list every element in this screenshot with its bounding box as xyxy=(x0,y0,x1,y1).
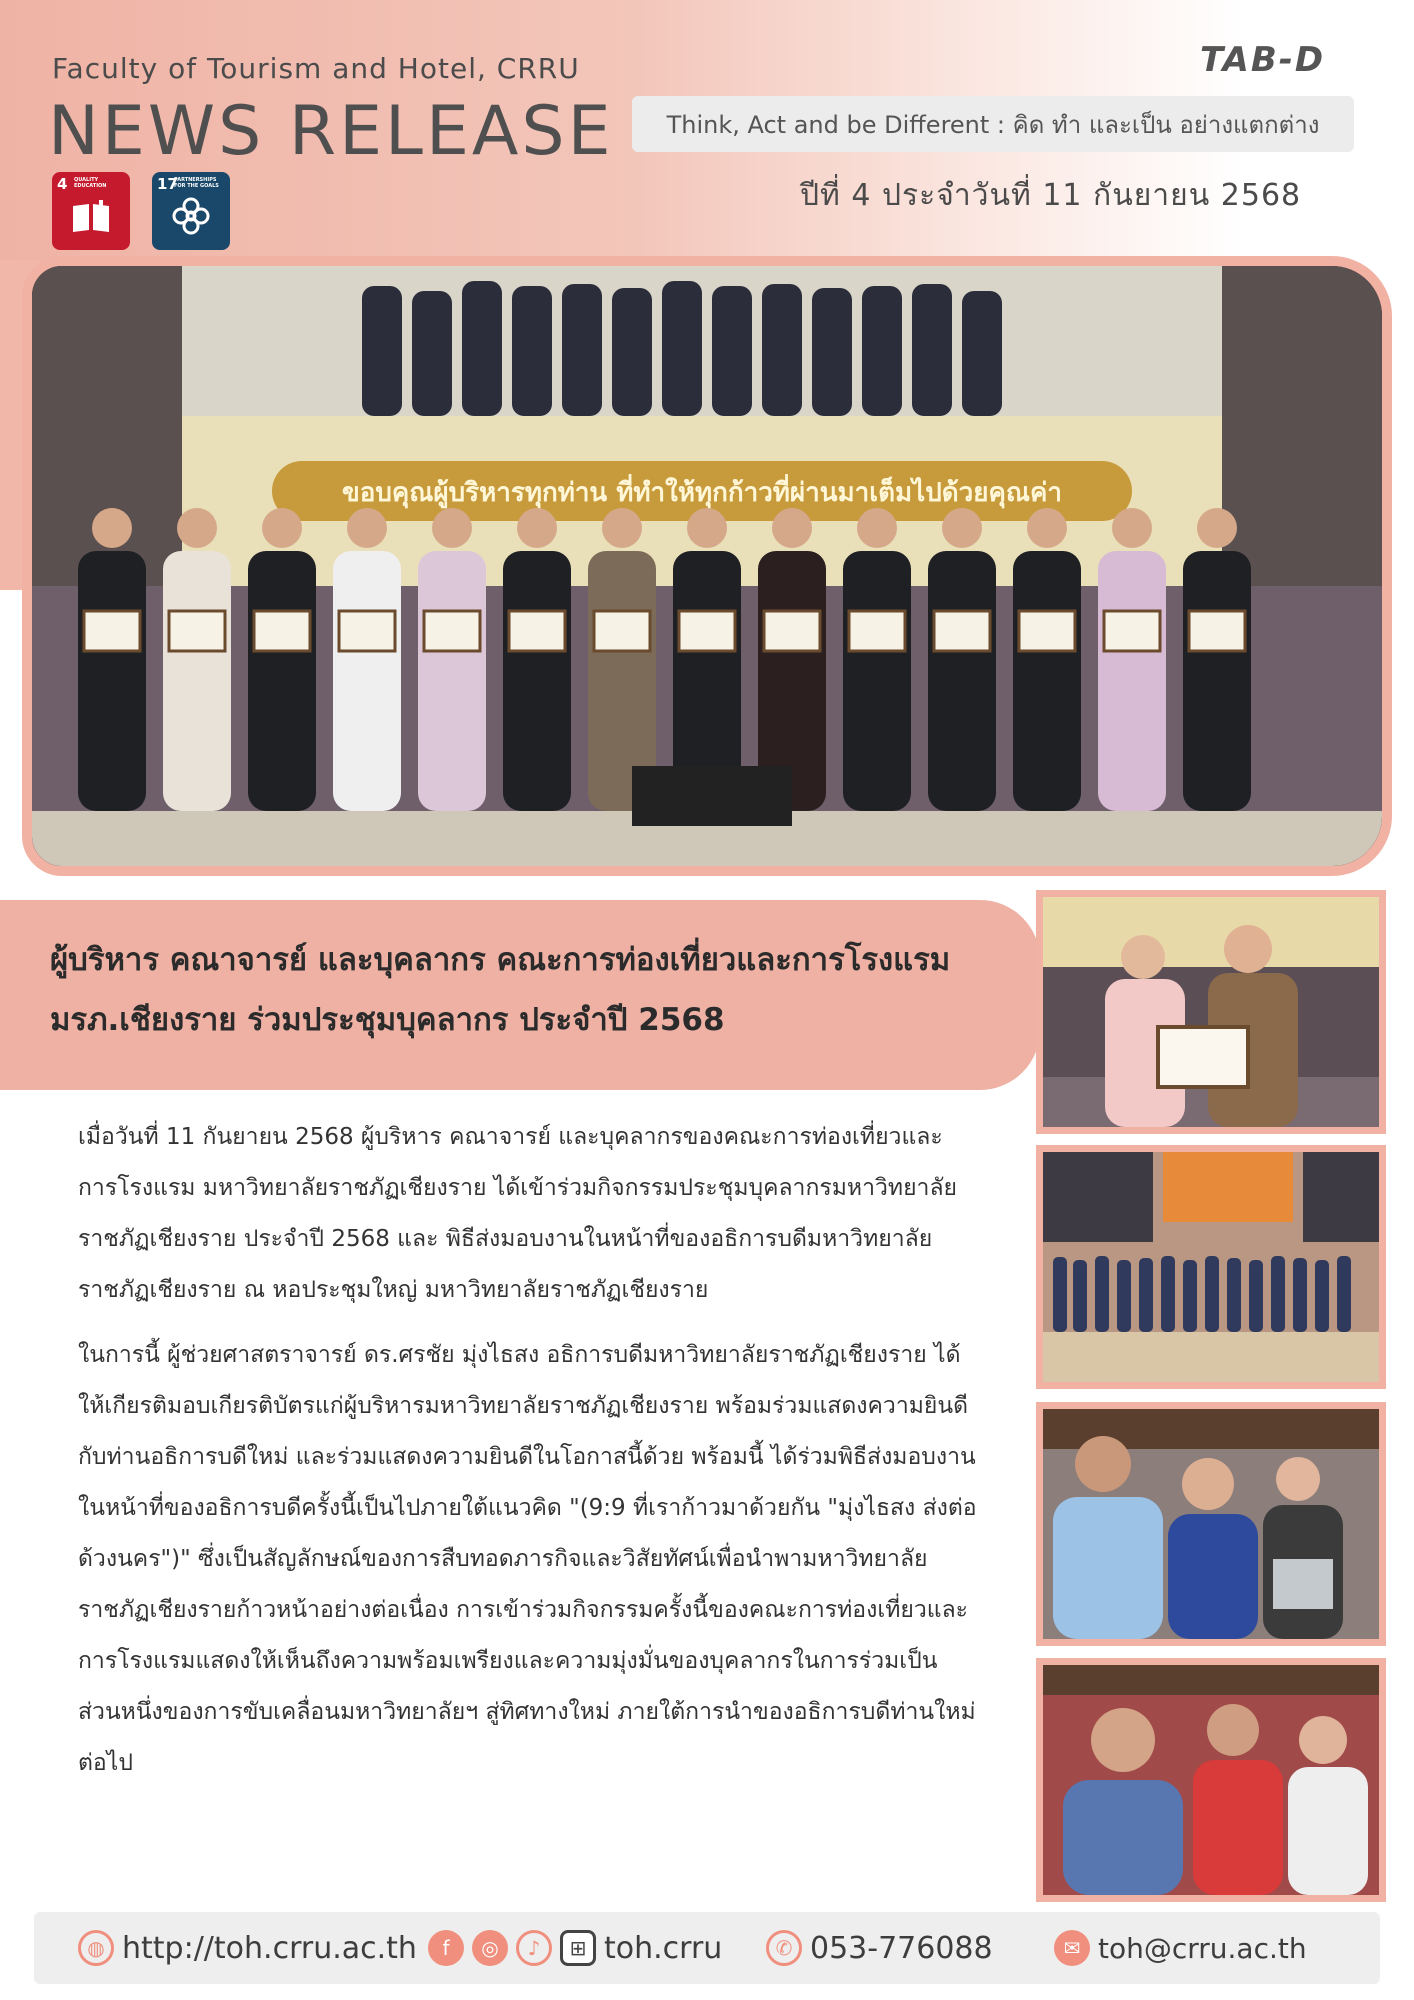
person-body xyxy=(928,551,996,811)
person-body xyxy=(248,551,316,811)
person-body xyxy=(503,551,571,811)
article-paragraph-1: เมื่อวันที่ 11 กันยายน 2568 ผู้บริหาร คณาจารย์ และบุคลากรของคณะการท่องเที่ยวและการโรงแรม มหาวิทยาลัยราชภัฏเชียงราย ได้เข้าร่วมกิจกรรมประชุมบุคลากรมหาวิทยาลัยราชภัฏเชียงราย ประจำปี 2568 และ พิธีส่งมอบงานในหน้าที่ของอธิการบดีมหาวิทยาลัยราชภัฏเชียงราย ณ หอประชุมใหญ่ มหาวิทยาลัยราชภัฏเชียงราย xyxy=(78,1124,958,1303)
certificate xyxy=(254,611,310,651)
person-head xyxy=(517,508,557,548)
sdg-4-badge xyxy=(52,172,130,250)
headline-line-2: มรภ.เชียงราย ร่วมประชุมบุคลากร ประจำปี 2568 xyxy=(50,1002,725,1038)
certificate xyxy=(594,611,650,651)
person-head xyxy=(432,508,472,548)
certificate xyxy=(1104,611,1160,651)
main-photo xyxy=(22,256,1392,876)
facebook-icon[interactable]: f xyxy=(428,1930,464,1966)
certificate xyxy=(1189,611,1245,651)
person-head xyxy=(1027,508,1067,548)
certificate xyxy=(339,611,395,651)
globe-icon: ◍ xyxy=(78,1930,114,1966)
person-head xyxy=(262,508,302,548)
article-paragraph-2: ในการนี้ ผู้ช่วยศาสตราจารย์ ดร.ศรชัย มุ่งไธสง อธิการบดีมหาวิทยาลัยราชภัฏเชียงราย ได้ให้เกียรติมอบเกียรติบัตรแก่ผู้บริหารมหาวิทยาลัยราชภัฏเชียงราย พร้อมร่วมแสดงความยินดีกับท่านอธิการบดีใหม่ และร่วมแสดงความยินดีในโอกาสนี้ด้วย พร้อมนี้ ได้ร่วมพิธีส่งมอบงานในหน้าที่ของอธิการบดีครั้งนี้เป็นไปภายใต้แนวคิด "(9:9 ที่เราก้าวมาด้วยกัน "มุ่งไธสง ส่งต่อ ด้วงนคร")" ซึ่งเป็นสัญลักษณ์ของการสืบทอดภารกิจและวิสัยทัศน์เพื่อนำพามหาวิทยาลัยราชภัฏเชียงรายก้าวหน้าอย่างต่อเนื่อง การเข้าร่วมกิจกรรมครั้งนี้ของคณะการท่องเที่ยวและการโรงแรมแสดงให้เห็นถึงความพร้อมเพรียงและความมุ่งมั่นของบุคลากรในการร่วมเป็นส่วนหนึ่งของการขับเคลื่อนมหาวิทยาลัยฯ สู่ทิศทางใหม่ ภายใต้การนำของอธิการบดีท่านใหม่ต่อไป xyxy=(78,1342,977,1776)
page-title: NEWS RELEASE xyxy=(48,92,614,171)
footer-social[interactable] xyxy=(428,1924,722,1972)
sdg-label: PARTNERSHIPS FOR THE GOALS xyxy=(174,177,219,189)
side-photo-2 xyxy=(1036,1145,1386,1389)
article-body xyxy=(78,1112,978,1803)
audience-photo-2 xyxy=(1043,1665,1379,1895)
phone-icon: ✆ xyxy=(766,1930,802,1966)
person-head xyxy=(347,508,387,548)
footer-email[interactable] xyxy=(1054,1924,1307,1972)
audience-photo-1 xyxy=(1043,1409,1379,1639)
person-head xyxy=(687,508,727,548)
certificate xyxy=(169,611,225,651)
certificate xyxy=(84,611,140,651)
person-body xyxy=(418,551,486,811)
sdg-label: QUALITY EDUCATION xyxy=(74,177,107,189)
line-icon[interactable]: ⊞ xyxy=(560,1930,596,1966)
side-photo-1 xyxy=(1036,890,1386,1134)
headline-line-1: ผู้บริหาร คณาจารย์ และบุคลากร คณะการท่องเที่ยวและการโรงแรม xyxy=(50,942,951,978)
social-handle[interactable]: toh.crru xyxy=(604,1930,723,1966)
article-headline xyxy=(50,930,1040,1050)
person-body xyxy=(333,551,401,811)
person-body xyxy=(1098,551,1166,811)
side-photo-4 xyxy=(1036,1658,1386,1902)
website-link[interactable]: http://toh.crru.ac.th xyxy=(122,1930,417,1966)
screen-banner-text: ขอบคุณผู้บริหารทุกท่าน ที่ทำให้ทุกก้าวที่ผ่านมาเต็มไปด้วยคุณค่า xyxy=(342,478,1062,508)
book-icon xyxy=(69,194,113,238)
person-body xyxy=(163,551,231,811)
certificate xyxy=(764,611,820,651)
tiktok-icon[interactable]: ♪ xyxy=(516,1930,552,1966)
person-body xyxy=(1013,551,1081,811)
person-head xyxy=(857,508,897,548)
person-body xyxy=(78,551,146,811)
person-head xyxy=(602,508,642,548)
sdg-number: 4 xyxy=(57,175,68,193)
instagram-icon[interactable]: ◎ xyxy=(472,1930,508,1966)
certificate xyxy=(679,611,735,651)
certificate xyxy=(849,611,905,651)
certificate xyxy=(509,611,565,651)
slogan: Think, Act and be Different : คิด ทำ และเป็น อย่างแตกต่าง xyxy=(632,96,1354,152)
person-head xyxy=(942,508,982,548)
person-body xyxy=(1183,551,1251,811)
certificate xyxy=(1019,611,1075,651)
person-head xyxy=(1112,508,1152,548)
issue-date: ปีที่ 4 ประจำวันที่ 11 กันยายน 2568 xyxy=(800,178,1302,213)
mail-icon: ✉ xyxy=(1054,1930,1090,1966)
person-body xyxy=(843,551,911,811)
certificate-photo xyxy=(1043,897,1379,1127)
person-head xyxy=(772,508,812,548)
phone-number[interactable]: 053-776088 xyxy=(810,1930,993,1966)
side-photo-3 xyxy=(1036,1402,1386,1646)
tab-label: TAB-D xyxy=(1200,40,1326,80)
stage-group-photo xyxy=(1043,1152,1379,1382)
person-head xyxy=(92,508,132,548)
sdg-17-badge xyxy=(152,172,230,250)
certificate xyxy=(934,611,990,651)
footer-website[interactable] xyxy=(78,1924,417,1972)
sdg-number: 17 xyxy=(157,175,178,193)
footer-phone[interactable] xyxy=(766,1924,993,1972)
person-head xyxy=(1197,508,1237,548)
flower-icon xyxy=(169,194,213,238)
person-head xyxy=(177,508,217,548)
group-photo-illustration xyxy=(32,266,1382,866)
email-address[interactable]: toh@crru.ac.th xyxy=(1098,1931,1307,1965)
certificate xyxy=(424,611,480,651)
faculty-name: Faculty of Tourism and Hotel, CRRU xyxy=(52,52,580,85)
